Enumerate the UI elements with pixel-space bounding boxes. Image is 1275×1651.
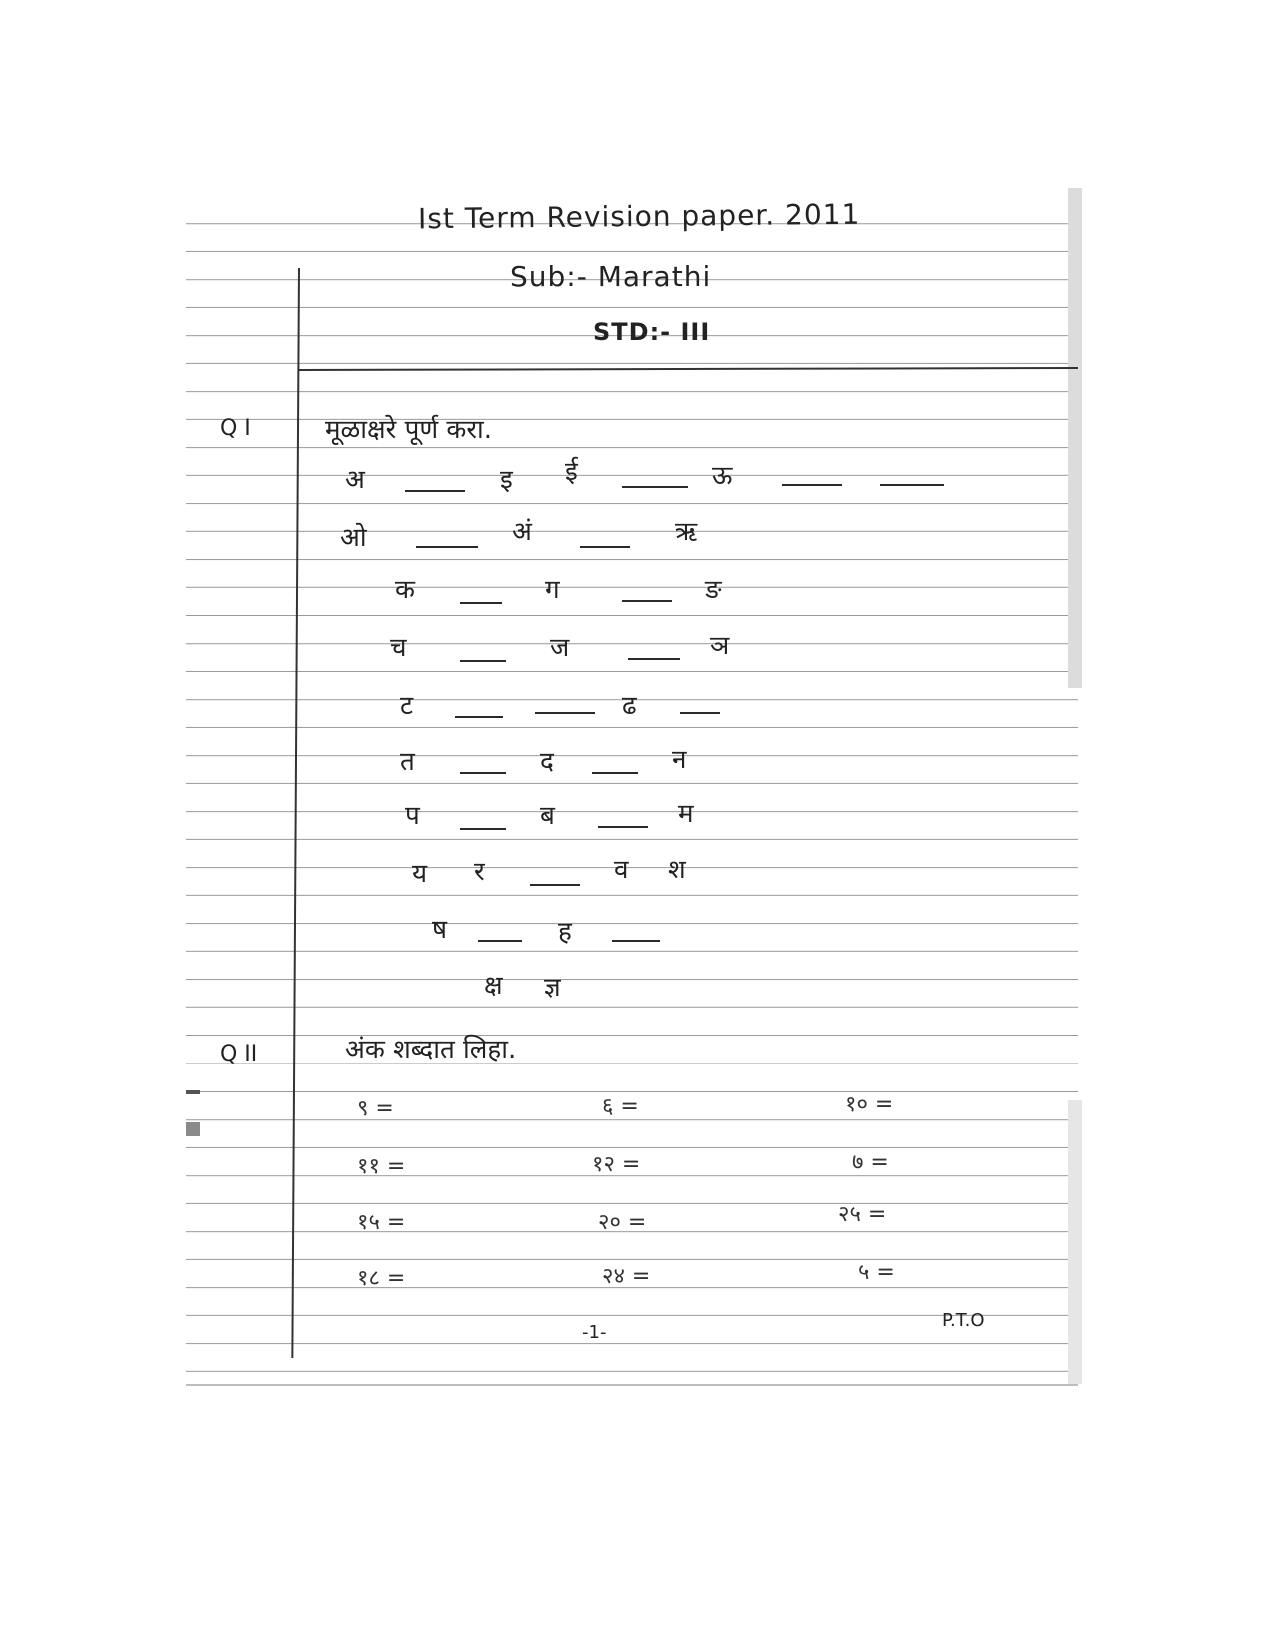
- letter: व: [614, 855, 629, 885]
- number-item: ७ =: [852, 1150, 889, 1175]
- letter: ष: [432, 915, 448, 945]
- letter: क: [395, 575, 415, 605]
- letter: ऋ: [675, 517, 698, 547]
- answer-blank[interactable]: [580, 546, 630, 548]
- answer-blank[interactable]: [598, 826, 648, 828]
- letter: ऊ: [712, 461, 733, 491]
- answer-blank[interactable]: [460, 660, 506, 662]
- letter: ङ: [705, 575, 722, 605]
- answer-blank[interactable]: [460, 772, 506, 774]
- pto-note: P.T.O: [942, 1310, 985, 1331]
- number-item: २० =: [598, 1210, 647, 1235]
- letter: ञ: [710, 631, 730, 661]
- letter: न: [672, 745, 687, 775]
- q2-instruction: अंक शब्दात लिहा.: [345, 1035, 517, 1065]
- letter: क्ष: [484, 971, 503, 1001]
- q2-label: Q II: [220, 1042, 258, 1067]
- answer-blank[interactable]: [612, 940, 660, 942]
- number-item: १२ =: [592, 1152, 641, 1177]
- answer-blank[interactable]: [628, 658, 680, 660]
- answer-blank[interactable]: [880, 484, 944, 486]
- number-item: ९ =: [357, 1096, 394, 1121]
- answer-blank[interactable]: [535, 712, 595, 714]
- answer-blank[interactable]: [460, 602, 502, 604]
- letter: ढ: [622, 691, 637, 721]
- standard-line: STD:- III: [593, 318, 711, 346]
- letter: अं: [512, 517, 532, 547]
- letter: ओ: [340, 523, 367, 553]
- letter: ट: [400, 691, 414, 721]
- letter: श: [668, 855, 686, 885]
- letter: इ: [500, 465, 513, 495]
- letter: र: [474, 857, 485, 887]
- answer-blank[interactable]: [782, 484, 842, 486]
- scan-edge-shadow-lower: [1068, 1100, 1082, 1384]
- q1-label: Q I: [220, 416, 251, 441]
- number-item: १८ =: [357, 1266, 406, 1291]
- answer-blank[interactable]: [680, 712, 720, 714]
- number-item: ६ =: [602, 1094, 639, 1119]
- letter: ब: [540, 801, 555, 831]
- number-item: ११ =: [357, 1154, 406, 1179]
- answer-blank[interactable]: [460, 828, 506, 830]
- letter: य: [412, 859, 428, 889]
- letter: म: [678, 799, 694, 829]
- letter: च: [390, 633, 407, 663]
- letter: ह: [558, 917, 572, 947]
- answer-blank[interactable]: [622, 600, 672, 602]
- answer-blank[interactable]: [592, 772, 638, 774]
- scan-edge-shadow: [1068, 188, 1082, 688]
- letter: प: [405, 801, 420, 831]
- letter: ग: [545, 575, 560, 605]
- number-item: ५ =: [858, 1260, 895, 1285]
- subject-line: Sub:- Marathi: [510, 260, 712, 293]
- answer-blank[interactable]: [416, 546, 478, 548]
- q1-instruction: मूळाक्षरे पूर्ण करा.: [325, 415, 493, 445]
- page-bottom-edge: [186, 1384, 1078, 1386]
- paper-title: Ist Term Revision paper. 2011: [417, 197, 861, 236]
- letter: ई: [565, 457, 578, 487]
- letter: द: [540, 747, 554, 777]
- number-item: १५ =: [357, 1210, 406, 1235]
- letter: त: [400, 747, 415, 777]
- answer-blank[interactable]: [405, 490, 465, 492]
- answer-blank[interactable]: [530, 884, 580, 886]
- scan-mark: [186, 1122, 200, 1136]
- letter: ज: [550, 633, 570, 663]
- number-item: १० =: [845, 1092, 894, 1117]
- answer-blank[interactable]: [478, 940, 522, 942]
- number-item: २५ =: [838, 1202, 887, 1227]
- answer-blank[interactable]: [455, 716, 503, 718]
- letter: अ: [345, 465, 365, 495]
- number-item: २४ =: [602, 1264, 651, 1289]
- answer-blank[interactable]: [622, 486, 688, 488]
- letter: ज्ञ: [544, 973, 561, 1003]
- page-number: -1-: [582, 1322, 607, 1343]
- scan-mark: [186, 1090, 200, 1094]
